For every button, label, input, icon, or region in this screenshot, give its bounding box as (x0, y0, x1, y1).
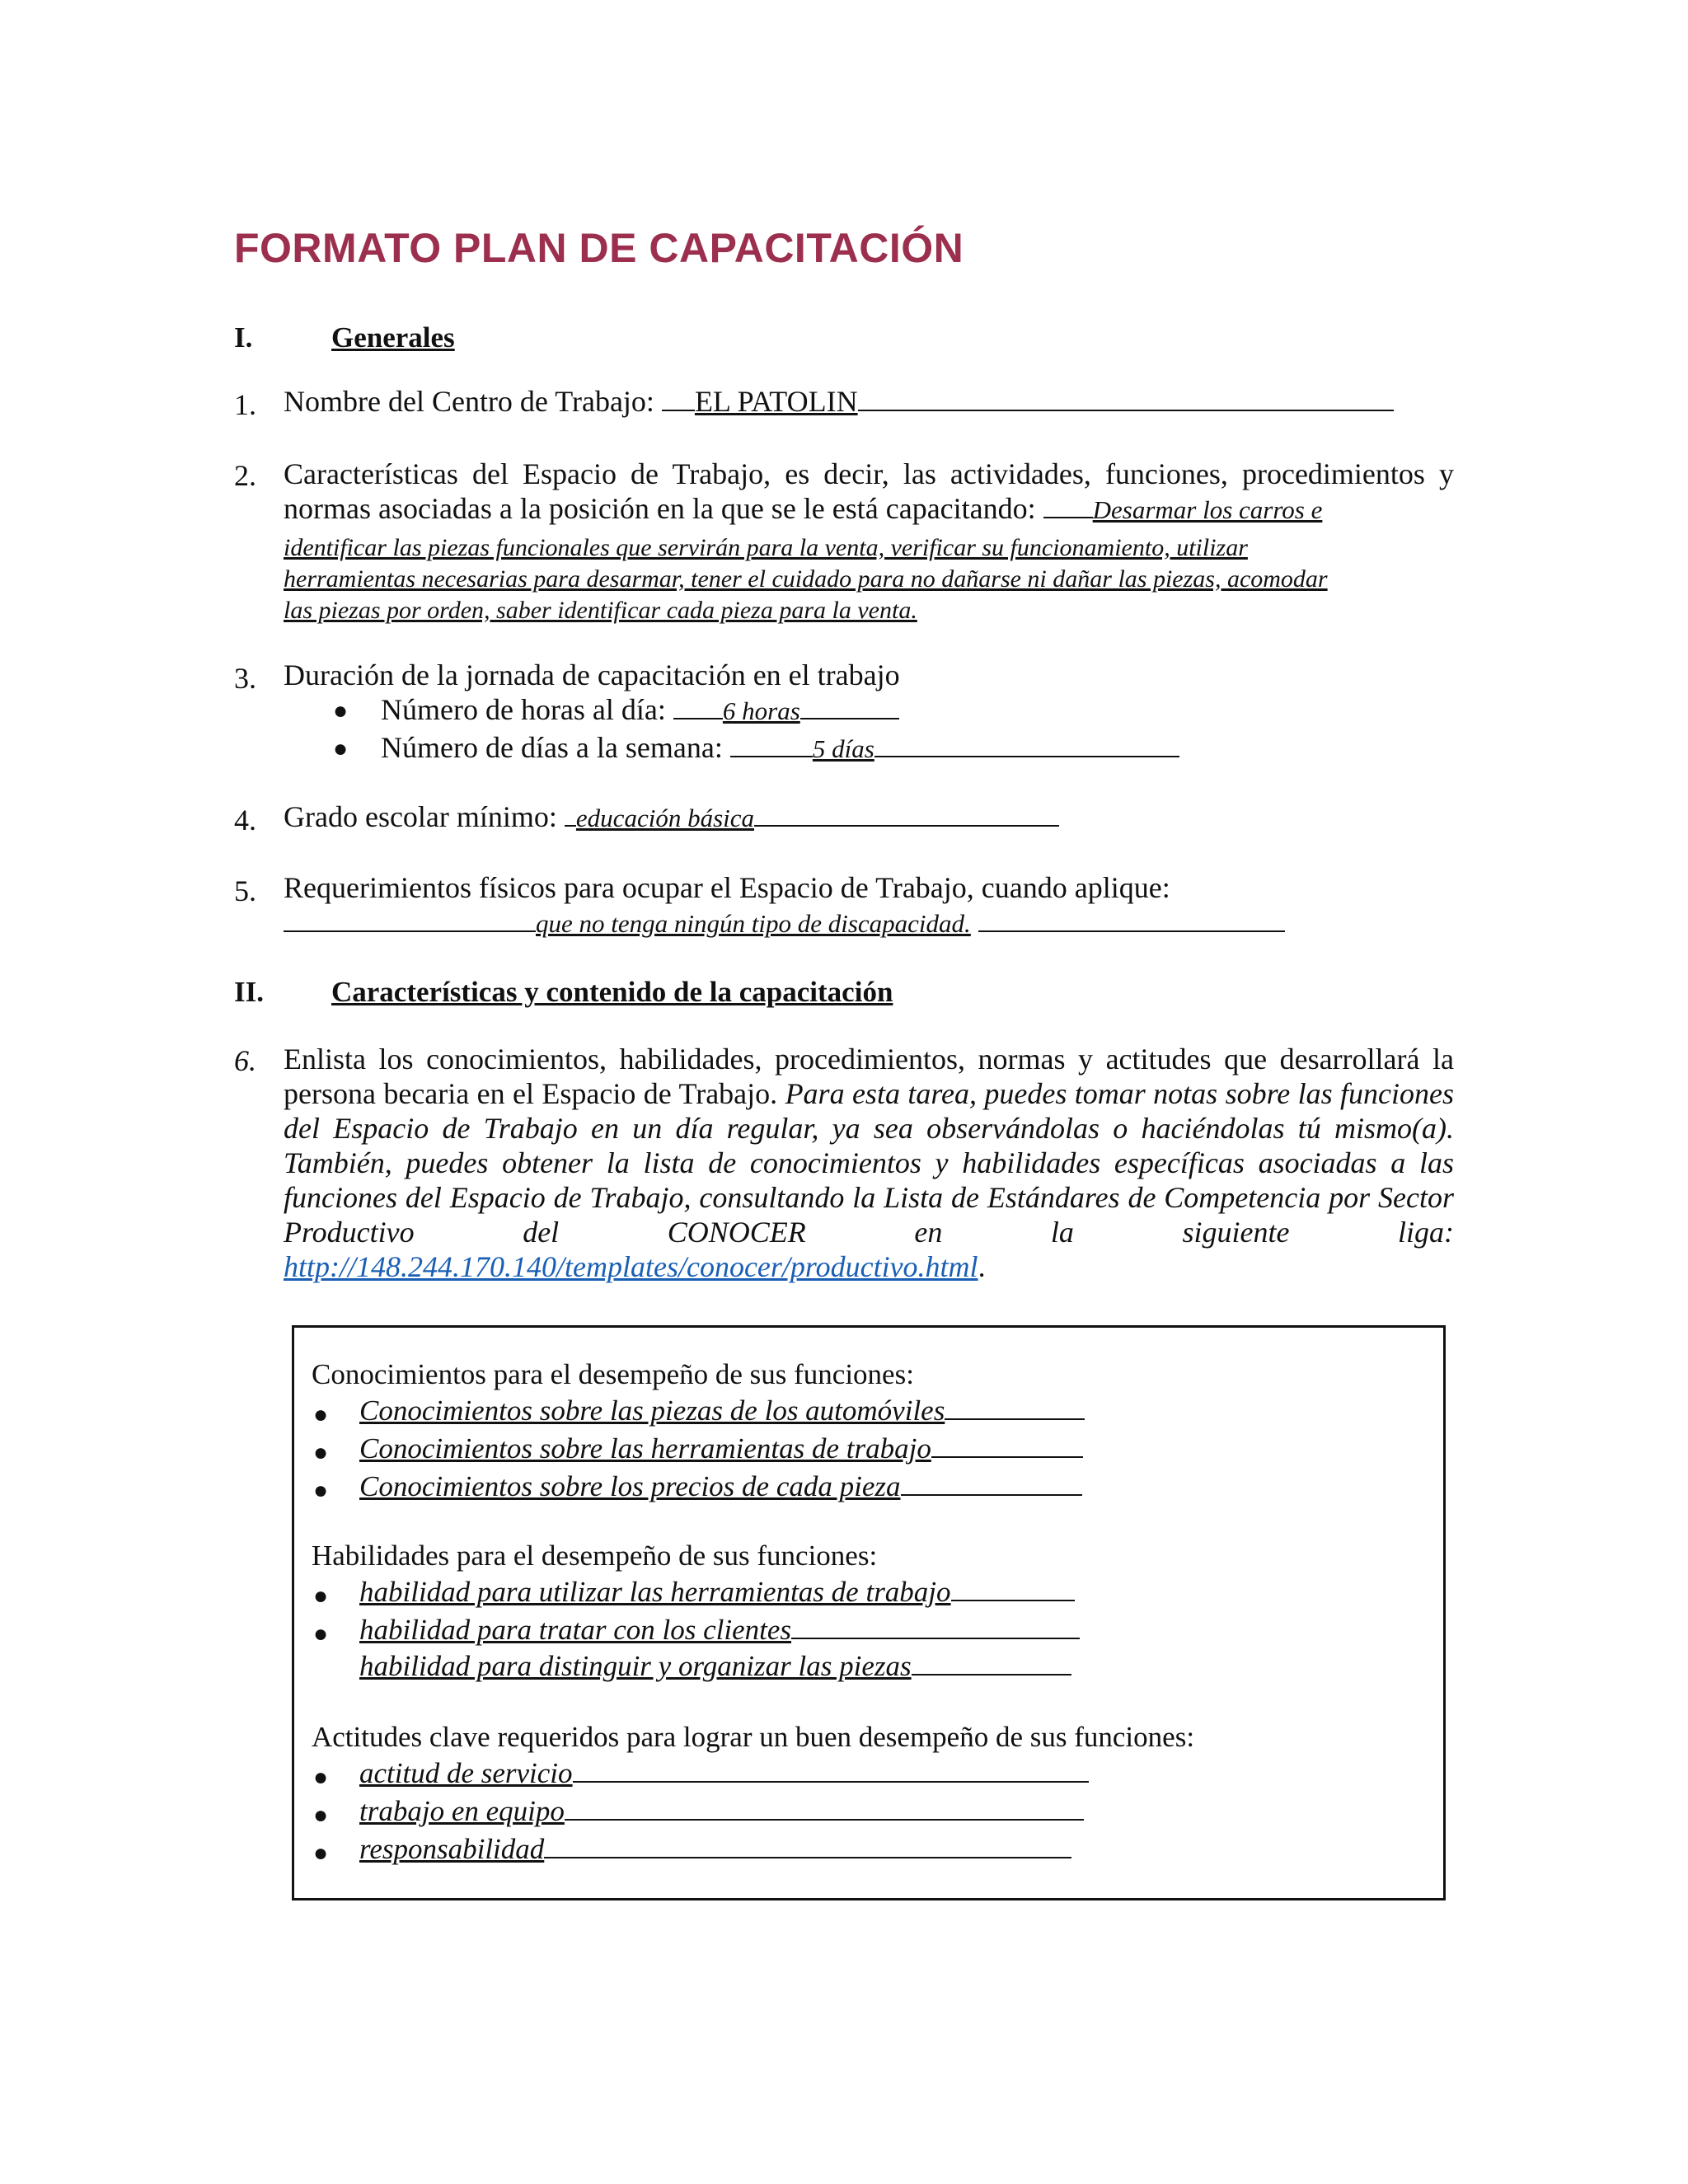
knowledge-text: Conocimientos sobre las piezas de los automóviles (359, 1394, 945, 1427)
knowledge-text: Conocimientos sobre las herramientas de trabajo (359, 1432, 931, 1465)
period: . (978, 1250, 986, 1283)
blank-line (945, 1395, 1085, 1420)
q6-line-4: También, puedes obtener la lista de conocimientos y habilidades específicas asociadas a las (284, 1146, 1454, 1179)
section-number: I. (234, 321, 253, 354)
item-number: 3. (234, 662, 256, 695)
q2-line-1: Características del Espacio de Trabajo, es decir, las actividades, funciones, procedimientos y (284, 457, 1454, 490)
q6-line-1: Enlista los conocimientos, habilidades, procedimientos, normas y actitudes que desarrollará la (284, 1043, 1454, 1076)
knowledge-text: Conocimientos sobre los precios de cada pieza (359, 1470, 901, 1502)
q6-line-3: del Espacio de Trabajo en un día regular, ya sea observándolas o haciéndolas tú mismo(a). (284, 1112, 1454, 1145)
attitudes-heading: Actitudes clave requeridos para lograr un buen desempeño de sus funciones: (312, 1721, 1195, 1753)
attitudes-item (359, 1795, 1084, 1828)
blank-line (730, 733, 813, 757)
section-label: Características y contenido de la capacitación (331, 976, 893, 1008)
skills-heading: Habilidades para el desempeño de sus funciones: (312, 1540, 878, 1572)
item-number: 6. (234, 1044, 256, 1077)
q4-label: Grado escolar mínimo: (284, 800, 557, 833)
blank-line (565, 1796, 1084, 1821)
blank-line (1043, 494, 1093, 518)
knowledge-item (359, 1432, 1083, 1465)
q2-answer-4: las piezas por orden, saber identificar cada pieza para la venta. (284, 597, 917, 624)
days-value: 5 días (812, 734, 874, 763)
skills-text: habilidad para distinguir y organizar las piezas (359, 1650, 912, 1682)
q4-line (284, 799, 1059, 836)
blank-line (565, 802, 576, 827)
bullet-icon: ● (333, 735, 349, 762)
knowledge-heading: Conocimientos para el desempeño de sus funciones: (312, 1358, 914, 1390)
q6-hint: Para esta tarea, puedes tomar notas sobre las funciones (785, 1077, 1455, 1110)
q2-answer-3: herramientas necesarias para desarmar, tener el cuidado para no dañarse ni dañar las piezas, acomodar (284, 565, 1328, 593)
skills-item (359, 1576, 1075, 1609)
conocer-link[interactable]: http://148.244.170.140/templates/conocer/productivo.html (284, 1250, 978, 1283)
blank-line (544, 1834, 1071, 1858)
section-label: Generales (331, 321, 455, 354)
skills-item (359, 1614, 1080, 1647)
blank-line (951, 1577, 1075, 1601)
bullet-icon: ● (333, 697, 349, 724)
blank-line (912, 1651, 1071, 1675)
blank-line (901, 1471, 1082, 1496)
q6-text: persona becaria en el Espacio de Trabajo. (284, 1077, 778, 1110)
q2-label: normas asociadas a la posición en la que se le está capacitando: (284, 492, 1036, 525)
q3-days-line (381, 730, 1179, 766)
attitudes-text: trabajo en equipo (359, 1795, 565, 1827)
attitudes-item (359, 1757, 1089, 1790)
item-number: 4. (234, 804, 256, 837)
bullet-icon: ● (313, 1764, 329, 1791)
q1-label: Nombre del Centro de Trabajo: (284, 385, 654, 418)
page-title: FORMATO PLAN DE CAPACITACIÓN (234, 225, 964, 271)
skills-item (359, 1650, 1071, 1683)
blank-line (284, 907, 536, 932)
q3-hours-line (381, 692, 899, 729)
q5-answer-line (284, 905, 1285, 941)
blank-line (754, 802, 1059, 827)
blank-line (673, 695, 723, 719)
q3-label: Duración de la jornada de capacitación en el trabajo (284, 658, 900, 691)
q2-line-2 (284, 491, 1322, 527)
item-number: 1. (234, 388, 256, 421)
q6-line-2 (284, 1076, 1454, 1111)
attitudes-item (359, 1833, 1071, 1866)
q2-answer-2: identificar las piezas funcionales que servirán para la venta, verificar su funcionamiento, utilizar (284, 534, 1248, 561)
hours-label: Número de horas al día: (381, 693, 666, 726)
q1-line (284, 384, 1394, 419)
q6-line-5: funciones del Espacio de Trabajo, consultando la Lista de Estándares de Competencia por Sector (284, 1181, 1454, 1214)
q6-link-line (284, 1249, 986, 1285)
bullet-icon: ● (313, 1477, 329, 1504)
bullet-icon: ● (313, 1401, 329, 1428)
blank-line (874, 733, 1179, 757)
blank-line (573, 1758, 1089, 1783)
attitudes-text: actitud de servicio (359, 1757, 573, 1789)
q5-answer: que no tenga ningún tipo de discapacidad. (536, 909, 971, 938)
q6-line-6: Productivo del CONOCER en la siguiente liga: (284, 1216, 1454, 1249)
blank-line (800, 695, 899, 719)
bullet-icon: ● (313, 1620, 329, 1647)
bullet-icon: ● (313, 1582, 329, 1610)
days-label: Número de días a la semana: (381, 731, 723, 764)
knowledge-item (359, 1470, 1082, 1503)
q1-answer: EL PATOLIN (694, 385, 858, 418)
q5-label: Requerimientos físicos para ocupar el Espacio de Trabajo, cuando aplique: (284, 871, 1170, 904)
item-number: 5. (234, 874, 256, 907)
hours-value: 6 horas (722, 696, 800, 725)
blank-line (978, 907, 1285, 932)
q4-answer: educación básica (575, 804, 754, 832)
skills-text: habilidad para tratar con los clientes (359, 1614, 792, 1646)
bullet-icon: ● (313, 1802, 329, 1829)
bullet-icon: ● (313, 1840, 329, 1867)
attitudes-text: responsabilidad (359, 1833, 545, 1865)
blank-line (858, 387, 1394, 411)
blank-line (662, 387, 695, 411)
blank-line (791, 1615, 1080, 1639)
skills-text: habilidad para utilizar las herramientas de trabajo (359, 1576, 951, 1608)
knowledge-item (359, 1394, 1085, 1427)
q2-answer-1: Desarmar los carros e (1092, 495, 1323, 524)
blank-line (931, 1433, 1083, 1458)
bullet-icon: ● (313, 1439, 329, 1466)
item-number: 2. (234, 459, 256, 492)
section-number: II. (234, 976, 264, 1008)
